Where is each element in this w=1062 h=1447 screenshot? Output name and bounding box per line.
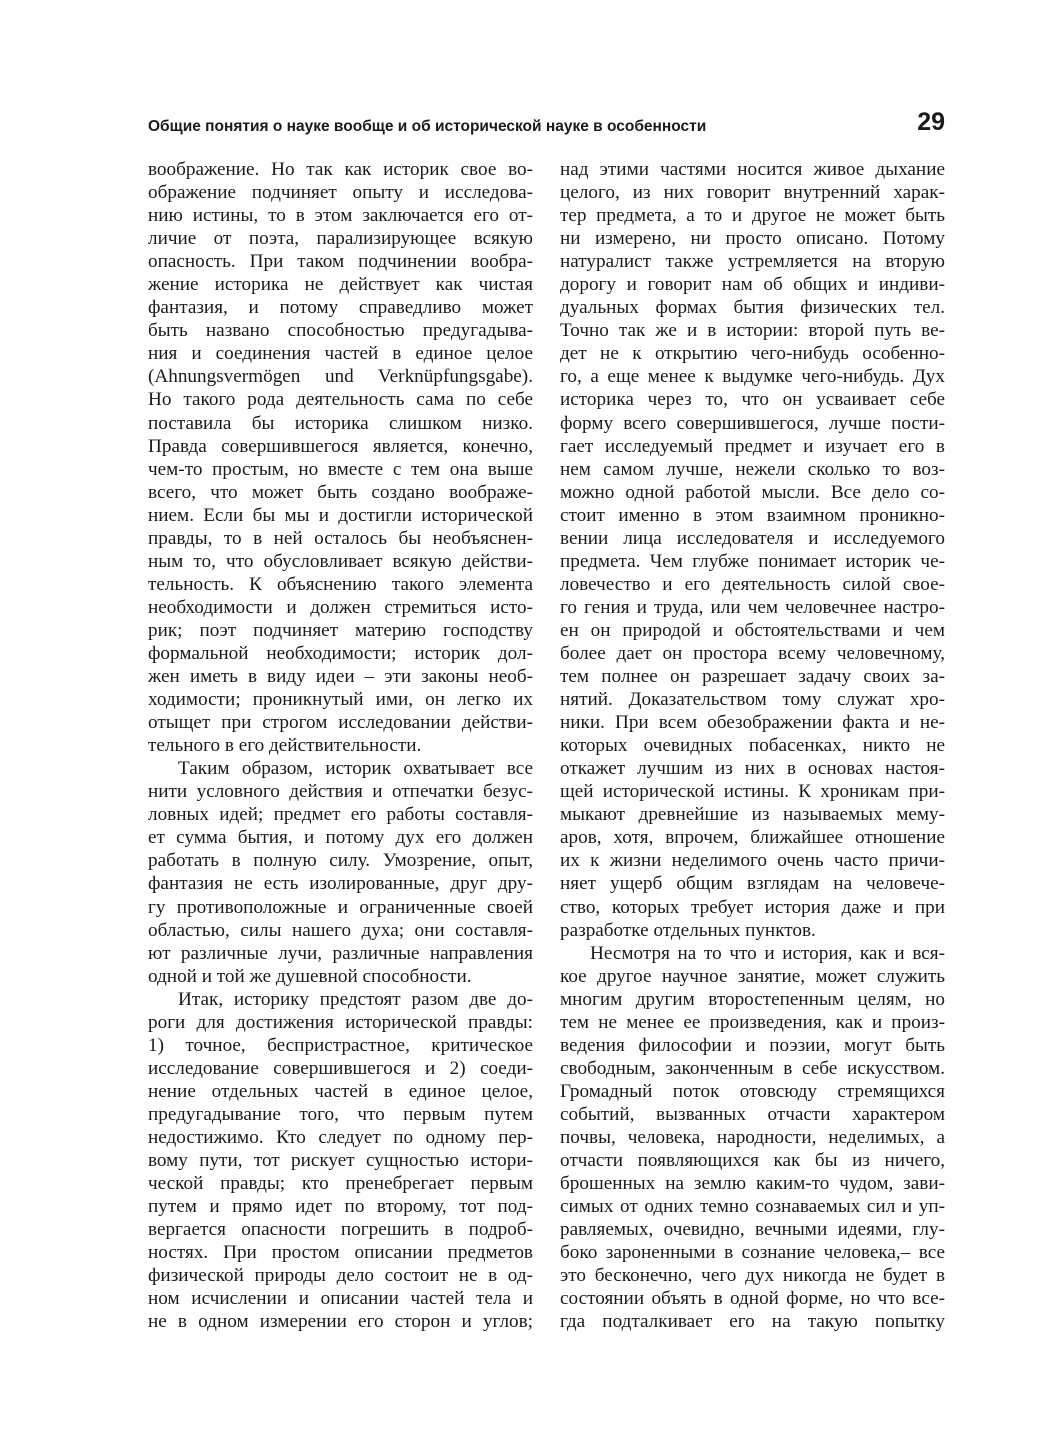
text-line: рик; поэт подчиняет материю господству (148, 619, 533, 641)
text-line: поставила бы историка слишком низко. (148, 412, 533, 434)
text-line: вому пути, тот рискует сущностью истори- (148, 1150, 533, 1172)
text-line: это бесконечно, чего дух никогда не будет в (560, 1265, 945, 1287)
text-line: щей исторической истины. К хроникам при- (560, 781, 945, 803)
text-line: ники. При всем обезображении факта и не- (560, 712, 945, 734)
text-line: можно одной работой мысли. Все дело со- (560, 481, 945, 503)
text-line: ловных идей; предмет его работы составля- (148, 804, 533, 826)
text-line: ображение подчиняет опыту и исследова- (148, 182, 533, 204)
text-line: ен он природой и обстоятельствами и чем (560, 619, 945, 641)
text-line: Точно так же и в истории: второй путь ве- (560, 320, 945, 342)
text-line: не в одном измерении его сторон и углов; (148, 1311, 533, 1333)
text-line: Правда совершившегося является, конечно, (148, 435, 533, 457)
text-line: жен иметь в виду идеи – эти законы необ- (148, 666, 533, 688)
text-line: Таким образом, историк охватывает все (178, 758, 533, 780)
text-line: дет не к открытию чего-нибудь особенно- (560, 343, 945, 365)
text-line: роги для достижения исторической правды: (148, 1011, 533, 1033)
text-line: ностях. При простом описании предметов (148, 1242, 533, 1264)
left-text-column (148, 158, 533, 1333)
text-line: которых очевидных побасенках, никто не (560, 735, 945, 757)
text-line: одной и той же душевной способности. (148, 965, 472, 987)
text-line: брошенных на землю каким-то чудом, зави- (560, 1173, 945, 1195)
text-line: свободным, законченным в себе искусством. (560, 1057, 945, 1079)
text-line: ство, которых требует история даже и при (560, 896, 945, 918)
text-line: няет ущерб общим взглядам на человече- (560, 873, 945, 895)
text-line: дуальных формах бытия физических тел. (560, 297, 945, 319)
text-line: фантазия не есть изолированные, друг дру- (148, 873, 533, 895)
text-line: недостижимо. Кто следует по одному пер- (148, 1126, 533, 1148)
text-line: более дает он простора всему человечному, (560, 642, 945, 664)
text-line: 1) точное, беспристрастное, критическое (148, 1034, 533, 1056)
right-text-column (560, 158, 945, 1333)
text-line: предугадывание того, что первым путем (148, 1103, 533, 1125)
text-line: почвы, человека, народности, неделимых, а (560, 1126, 945, 1148)
text-line: воображение. Но так как историк свое во- (148, 159, 533, 180)
text-line: формальной необходимости; историк дол- (148, 642, 533, 664)
text-line: нити условного действия и отпечатки безус- (148, 781, 533, 803)
text-line: историка через то, что он усваивает себе (560, 389, 945, 411)
text-line: натуралист также устремляется на вторую (560, 251, 945, 273)
text-line: предмета. Чем глубже понимает историк че- (560, 550, 945, 572)
text-line: тем не менее ее произведения, как и произ- (560, 1011, 945, 1033)
text-line: гда подталкивает его на такую попытку (560, 1311, 945, 1333)
text-line: (Ahnungsvermögen und Verknüpfungsgabe). (148, 366, 533, 388)
running-header (148, 108, 945, 148)
text-line: го гения и труда, или чем человечнее настро- (560, 596, 945, 618)
running-title: Общие понятия о науке вообще и об исторической науке в особенности (148, 118, 707, 135)
text-line: Итак, историку предстоят разом две до- (178, 988, 533, 1010)
text-line: гу противоположные и ограниченные своей (148, 896, 533, 918)
text-line: тельного в его действительности. (148, 735, 422, 757)
text-line: ни измерено, ни просто описано. Потому (560, 228, 945, 250)
text-line: над этими частями носится живое дыхание (560, 159, 945, 180)
text-line: аров, хотя, впрочем, ближайшее отношение (560, 827, 945, 849)
text-line: тем полнее он разрешает задачу своих за- (560, 666, 945, 688)
text-line: ным то, что обусловливает всякую действи- (148, 550, 533, 572)
text-line: ния и соединения частей в единое целое (148, 343, 533, 365)
text-line: стоит именно в этом взаимном проникно- (560, 504, 945, 526)
text-line: откажет лучшим из них в основах настоя- (560, 758, 945, 780)
text-line: целого, из них говорит внутренний харак- (560, 182, 945, 204)
text-line: разработке отдельных пунктов. (560, 919, 816, 941)
text-line: нию истины, то в этом заключается его от- (148, 205, 533, 227)
text-line: фантазия, и потому справедливо может (148, 297, 533, 319)
text-line: Несмотря на то что и история, как и вся- (590, 942, 945, 964)
text-line: правды, то в ней осталось бы необъяснен- (148, 527, 533, 549)
text-line: чем-то простым, но вместе с тем она выше (148, 458, 533, 480)
text-line: гает исследуемый предмет и изучает его в (560, 435, 945, 457)
text-line: форму всего совершившегося, лучше пости- (560, 412, 945, 434)
text-line: событий, вызванных отчасти характером (560, 1103, 945, 1125)
text-line: тер предмета, а то и другое не может быть (560, 205, 945, 227)
text-line: го, а еще менее к выдумке чего-нибудь. Дух (560, 366, 945, 388)
text-line: отчасти появляющихся как бы из ничего, (560, 1150, 945, 1172)
text-line: работать в полную силу. Умозрение, опыт, (148, 850, 533, 872)
text-line: боко зароненными в сознание человека,– все (560, 1242, 945, 1264)
text-line: ческой правды; кто пренебрегает первым (148, 1173, 533, 1195)
text-line: Громадный поток отовсюду стремящихся (560, 1080, 945, 1102)
text-line: ходимости; проникнутый ими, он легко их (148, 689, 533, 711)
text-line: Но такого рода деятельность сама по себе (148, 389, 533, 411)
text-line: опасность. При таком подчинении вообра- (148, 251, 533, 273)
text-line: ют различные лучи, различные направления (148, 942, 533, 964)
text-line: дорогу и говорит нам об общих и индиви- (560, 274, 945, 296)
text-line: ведения философии и поэзии, могут быть (560, 1034, 945, 1056)
text-line: быть названо способностью предугадыва- (148, 320, 533, 342)
text-line: состоянии объять в одной форме, но что все- (560, 1288, 945, 1310)
text-line: ном исчислении и описании частей тела и (148, 1288, 533, 1310)
text-line: физической природы дело состоит не в од- (148, 1265, 533, 1287)
text-line: ловечество и его деятельность силой свое- (560, 573, 945, 595)
text-line: нятий. Доказательством тому служат хро- (560, 689, 945, 711)
text-line: кое другое научное занятие, может служить (560, 965, 945, 987)
text-line: мыкают древнейшие из называемых мему- (560, 804, 945, 826)
text-line: нение отдельных частей в единое целое, (148, 1080, 533, 1102)
text-line: отыщет при строгом исследовании действи- (148, 712, 533, 734)
text-line: их к жизни неделимого очень часто причи- (560, 850, 945, 872)
text-line: многим другим второстепенным целям, но (560, 988, 945, 1010)
text-line: исследование совершившегося и 2) соеди- (148, 1057, 533, 1079)
text-line: вергается опасности погрешить в подроб- (148, 1219, 533, 1241)
text-line: равляемых, очевидно, вечными идеями, глу- (560, 1219, 945, 1241)
text-line: нем самом лучше, нежели сколько то воз- (560, 458, 945, 480)
text-line: вении лица исследователя и исследуемого (560, 527, 945, 549)
text-line: тельность. К объяснению такого элемента (148, 573, 533, 595)
text-line: личие от поэта, парализирующее всякую (148, 228, 533, 250)
text-line: всего, что может быть создано воображе- (148, 481, 533, 503)
text-line: ет сумма бытия, и потому дух его должен (148, 827, 533, 849)
text-line: нием. Если бы мы и достигли исторической (148, 504, 533, 526)
text-line: жение историка не действует как чистая (148, 274, 533, 296)
text-line: симых от одних темно сознаваемых сил и уп- (560, 1196, 945, 1218)
text-line: областью, силы нашего духа; они составля- (148, 919, 533, 941)
text-line: путем и прямо идет по второму, тот под- (148, 1196, 533, 1218)
page-number: 29 (917, 108, 945, 136)
text-line: необходимости и должен стремиться исто- (148, 596, 533, 618)
